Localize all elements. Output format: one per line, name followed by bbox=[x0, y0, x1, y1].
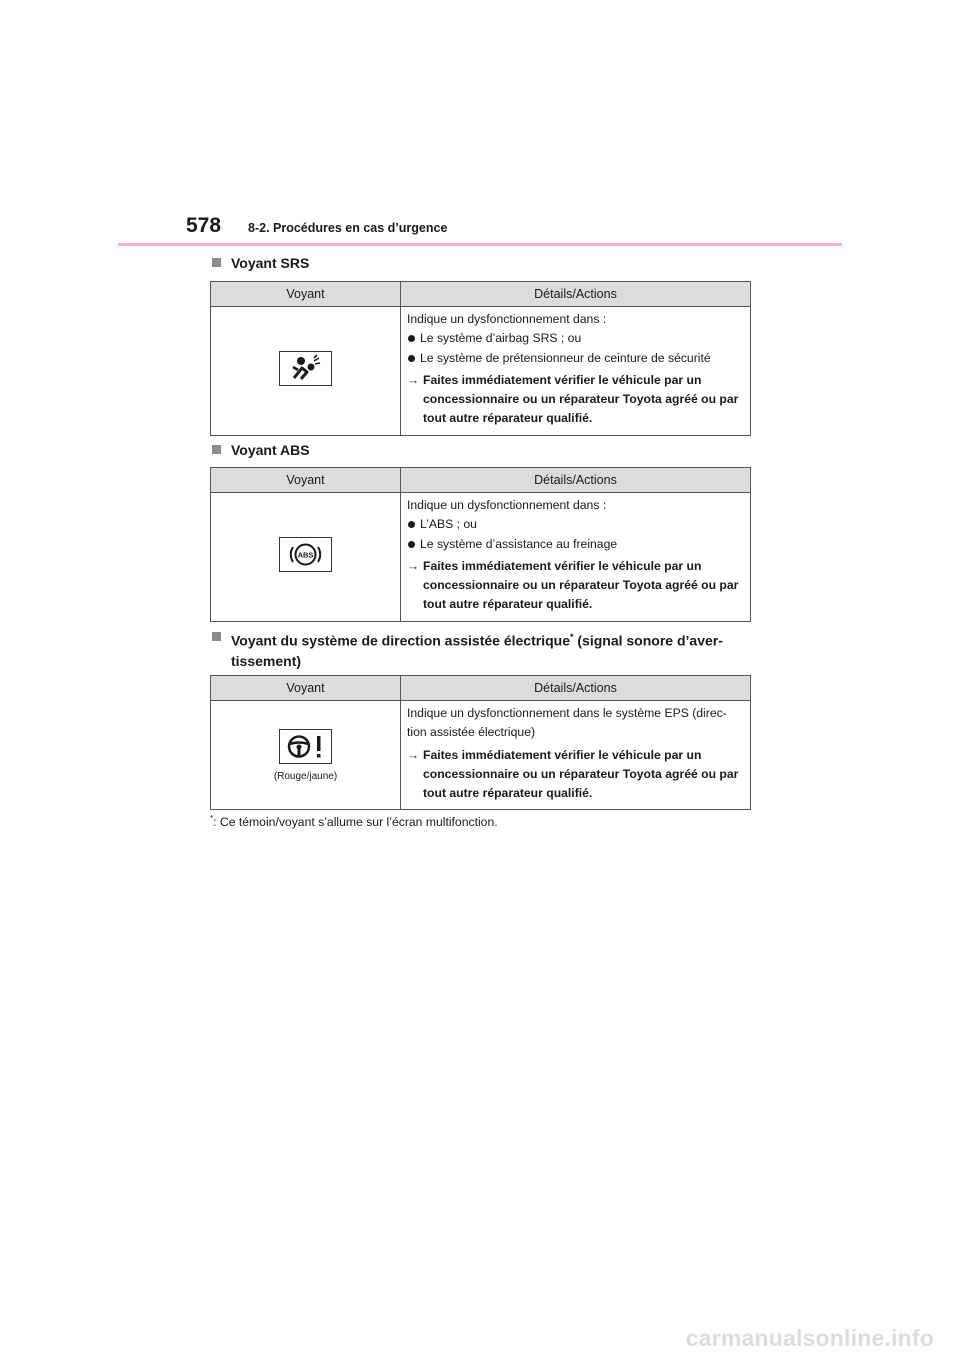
details-cell bbox=[401, 493, 751, 622]
arrow-icon: → bbox=[407, 558, 420, 573]
watermark: carmanualsonline.info bbox=[685, 1325, 934, 1351]
column-header-details: Détails/Actions bbox=[401, 676, 751, 701]
action-block bbox=[407, 371, 744, 429]
action-text: Faites immédiatement vérifier le véhicule par un concessionnaire ou un réparateur Toyota agréé ou par tout autre réparateur qualifié. bbox=[423, 747, 739, 801]
column-header-voyant: Voyant bbox=[211, 676, 401, 701]
bullet-item: Le système d’assistance au freinage bbox=[407, 535, 744, 554]
section-heading-eps bbox=[210, 627, 751, 671]
square-bullet-icon bbox=[212, 445, 221, 454]
column-header-voyant: Voyant bbox=[211, 282, 401, 307]
icon-cell bbox=[211, 493, 401, 622]
details-cell bbox=[401, 307, 751, 436]
eps-warning-table bbox=[210, 675, 751, 810]
abs-warning-table bbox=[210, 467, 751, 622]
section-heading-abs bbox=[210, 440, 751, 460]
section-title: Voyant ABS bbox=[231, 442, 310, 458]
arrow-icon: → bbox=[407, 747, 420, 762]
details-cell bbox=[401, 701, 751, 810]
action-block bbox=[407, 557, 744, 615]
intro-text: Indique un dysfonctionnement dans le système EPS (direc-tion assistée électrique) bbox=[407, 706, 727, 740]
section-title: Voyant du système de direction assistée électrique* (signal sonore d’aver-tissement) bbox=[231, 632, 723, 669]
chapter-title: 8-2. Procédures en cas d’urgence bbox=[248, 221, 448, 235]
arrow-icon: → bbox=[407, 372, 420, 387]
footnote-mark: * bbox=[569, 632, 574, 642]
section-title: Voyant SRS bbox=[231, 255, 310, 271]
action-text: Faites immédiatement vérifier le véhicule par un concessionnaire ou un réparateur Toyota agréé ou par tout autre réparateur qualifié. bbox=[423, 558, 739, 612]
page-header bbox=[186, 214, 447, 238]
icon-color-caption: (Rouge/jaune) bbox=[273, 770, 338, 782]
action-text: Faites immédiatement vérifier le véhicule par un concessionnaire ou un réparateur Toyota agréé ou par tout autre réparateur qualifié. bbox=[423, 372, 739, 426]
footnote-text: : Ce témoin/voyant s’allume sur l’écran multifonction. bbox=[213, 815, 498, 830]
abs-icon-label: ABS bbox=[297, 550, 314, 560]
icon-cell bbox=[211, 307, 401, 436]
steering-warning-icon bbox=[279, 729, 332, 764]
abs-icon bbox=[279, 537, 332, 572]
page-number: 578 bbox=[186, 214, 222, 237]
footnote bbox=[210, 814, 498, 829]
srs-warning-table bbox=[210, 281, 751, 436]
column-header-details: Détails/Actions bbox=[401, 468, 751, 493]
srs-airbag-icon bbox=[279, 351, 332, 386]
square-bullet-icon bbox=[212, 258, 221, 267]
bullet-item: Le système de prétensionneur de ceinture de sécurité bbox=[407, 349, 744, 368]
action-block bbox=[407, 746, 744, 804]
column-header-details: Détails/Actions bbox=[401, 282, 751, 307]
header-rule bbox=[118, 243, 842, 246]
intro-text: Indique un dysfonctionnement dans : bbox=[407, 312, 607, 326]
column-header-voyant: Voyant bbox=[211, 468, 401, 493]
icon-cell bbox=[211, 701, 401, 810]
bullet-item: L’ABS ; ou bbox=[407, 515, 744, 534]
intro-text: Indique un dysfonctionnement dans : bbox=[407, 498, 607, 512]
square-bullet-icon bbox=[212, 632, 221, 641]
footnote-mark: * bbox=[210, 814, 214, 823]
bullet-item: Le système d’airbag SRS ; ou bbox=[407, 329, 744, 348]
section-heading-srs bbox=[210, 253, 751, 273]
